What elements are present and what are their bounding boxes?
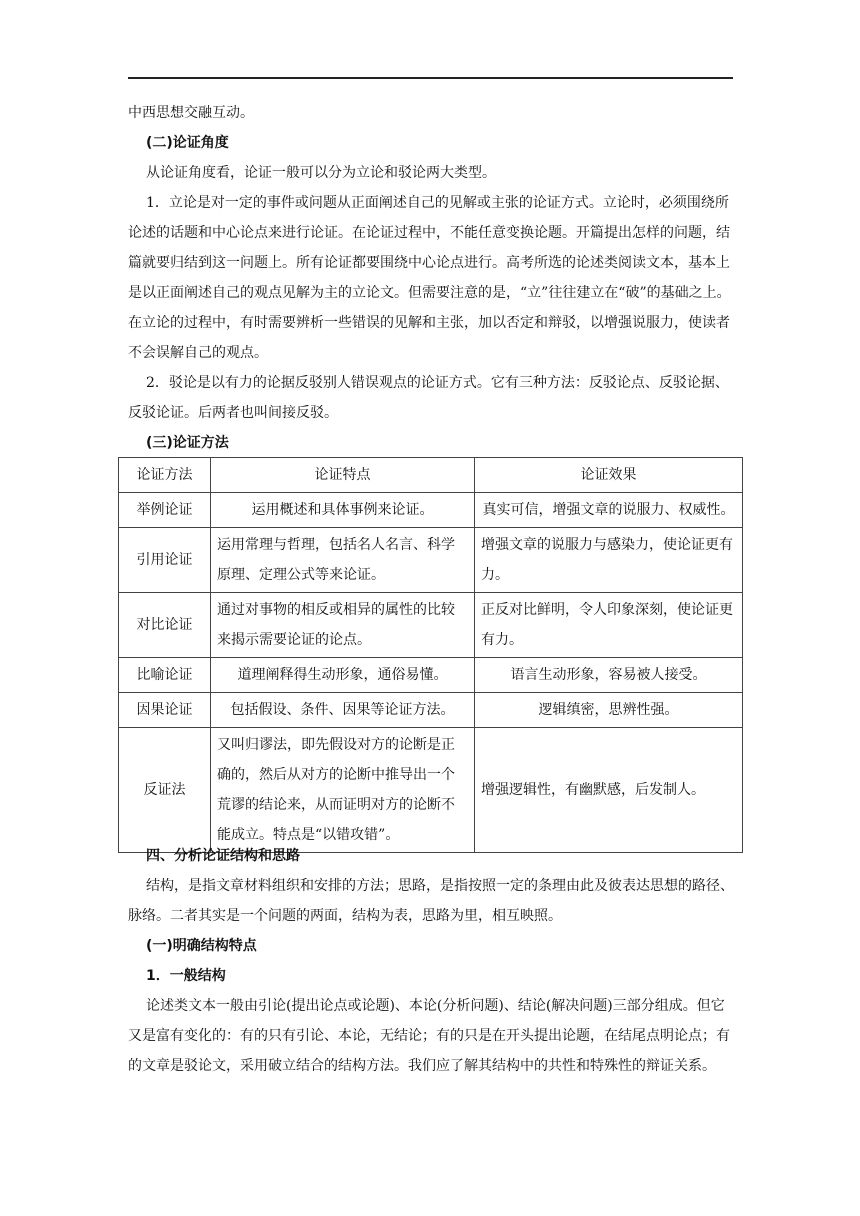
paragraph-bolun: 2．驳论是以有力的论据反驳别人错误观点的论证方式。它有三种方法：反驳论点、反驳论据、反驳论证。后两者也叫间接反驳。: [128, 375, 729, 421]
table-row: [119, 593, 743, 658]
table-row: [119, 528, 743, 593]
method-name-cell: 比喻论证: [119, 658, 211, 693]
feature-cell: 又叫归谬法，即先假设对方的论断是正确的，然后从对方的论断中推导出一个荒谬的结论来，从而证明对方的论断不能成立。特点是“以错攻错”。: [211, 728, 475, 853]
paragraph-angle: 从论证角度看，论证一般可以分为立论和驳论两大类型。: [146, 165, 496, 181]
paragraph-continuation: 中西思想交融互动。: [128, 105, 254, 121]
table-row: [119, 728, 743, 853]
method-name-cell: 反证法: [119, 728, 211, 853]
header-cell: 论证效果: [475, 458, 743, 493]
header-rule: [128, 77, 733, 79]
table-row: [119, 493, 743, 528]
effect-cell: 语言生动形象，容易被人接受。: [475, 658, 743, 693]
effect-cell: 增强文章的说服力与感染力，使论证更有力。: [475, 528, 743, 593]
feature-cell: 包括假设、条件、因果等论证方法。: [211, 693, 475, 728]
lower-section: [128, 841, 738, 1081]
feature-cell: 通过对事物的相反或相异的属性的比较来揭示需要论证的论点。: [211, 593, 475, 658]
table-row: [119, 658, 743, 693]
header-cell: 论证特点: [211, 458, 475, 493]
method-name-cell: 对比论证: [119, 593, 211, 658]
feature-cell: 运用概述和具体事例来论证。: [211, 493, 475, 528]
heading-argument-method: (三)论证方法: [146, 435, 229, 451]
heading-clear-structure: (一)明确结构特点: [146, 938, 257, 954]
table-header-row: [119, 458, 743, 493]
method-name-cell: 因果论证: [119, 693, 211, 728]
paragraph-general-structure: 论述类文本一般由引论(提出论点或论题)、本论(分析问题)、结论(解决问题)三部分组成。但它又是富有变化的：有的只有引论、本论，无结论；有的只是在开头提出论题，在结尾点明论点；有的文章是驳论文，采用破立结合的结构方法。我们应了解其结构中的共性和特殊性的辩证关系。: [128, 998, 730, 1074]
effect-cell: 增强逻辑性，有幽默感，后发制人。: [475, 728, 743, 853]
paragraph-structure: 结构，是指文章材料组织和安排的方法；思路，是指按照一定的条理由此及彼表达思想的路径、脉络。二者其实是一个问题的两面，结构为表，思路为里，相互映照。: [128, 878, 734, 924]
table-row: [119, 693, 743, 728]
effect-cell: 正反对比鲜明，令人印象深刻，使论证更有力。: [475, 593, 743, 658]
paragraph-lilun: 1．立论是对一定的事件或问题从正面阐述自己的见解或主张的论证方式。立论时，必须围绕所论述的话题和中心论点来进行论证。在论证过程中，不能任意变换论题。开篇提出怎样的问题，结篇就要归结到这一问题上。所有论证都要围绕中心论点进行。高考所选的论述类阅读文本，基本上是以正面阐述自己的观点见解为主的立论文。但需要注意的是，“立”往往建立在“破”的基础之上。在立论的过程中，有时需要辨析一些错误的见解和主张，加以否定和辩驳，以增强说服力，使读者不会误解自己的观点。: [128, 195, 731, 361]
heading-general-structure: 1．一般结构: [146, 968, 226, 984]
feature-cell: 运用常理与哲理，包括名人名言、科学原理、定理公式等来论证。: [211, 528, 475, 593]
method-name-cell: 举例论证: [119, 493, 211, 528]
upper-section: [128, 98, 738, 458]
effect-cell: 真实可信，增强文章的说服力、权威性。: [475, 493, 743, 528]
effect-cell: 逻辑缜密，思辨性强。: [475, 693, 743, 728]
heading-structure: 四、分析论证结构和思路: [146, 848, 300, 864]
heading-argument-angle: (二)论证角度: [146, 135, 229, 151]
method-name-cell: 引用论证: [119, 528, 211, 593]
header-cell: 论证方法: [119, 458, 211, 493]
feature-cell: 道理阐释得生动形象，通俗易懂。: [211, 658, 475, 693]
method-table: [118, 457, 743, 853]
